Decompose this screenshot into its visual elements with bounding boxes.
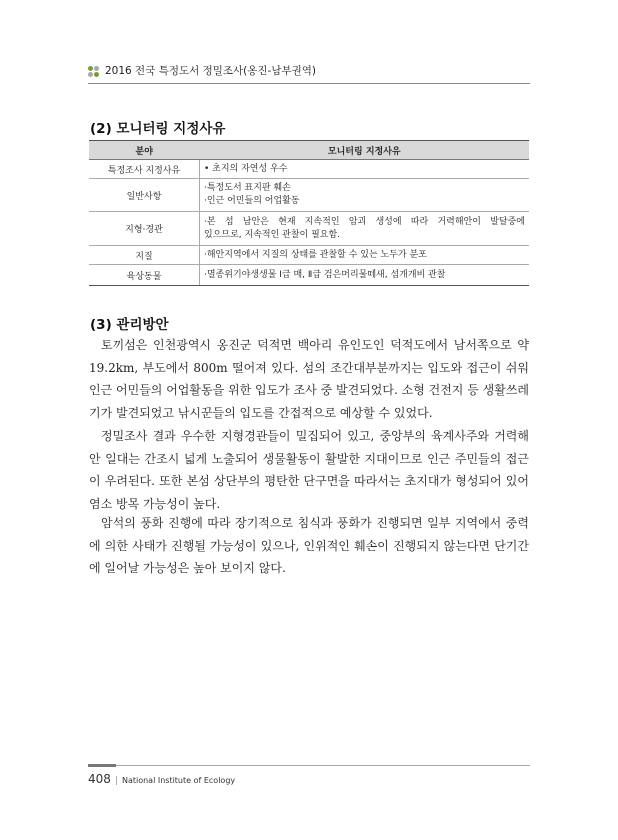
description-line: ·해안지역에서 지질의 상태를 관찰할 수 있는 노두가 분포 [204, 249, 427, 260]
row-category: 육상동물 [89, 265, 200, 286]
row-description [200, 246, 530, 265]
description-line: ·인근 어민들의 어업활동 [204, 196, 300, 206]
body-paragraph [89, 512, 529, 580]
row-description [200, 265, 530, 286]
section-2-title: (2) 모니터링 지정사유 [90, 121, 226, 137]
institute-name: National Institute of Ecology [121, 776, 236, 785]
paragraph-text: 토끼섬은 인천광역시 옹진군 덕적면 백아리 유인도인 덕적도에서 남서쪽으로 약 19.2km, 부도에서 800m 떨어져 있다. 섬의 조간대부분까지는 입도와 접근이 쉬워 인근 어민들의 어업활동을 위한 입도가 조사 중 발견되었다. 소형 건전지 등 생활쓰레기가 발견되었고 낚시꾼들의 입도를 간접적으로 예상할 수 있었다. [89, 338, 529, 420]
dot [94, 66, 99, 71]
dot [88, 66, 93, 71]
row-category: 지질 [89, 246, 200, 265]
row-category: 특정조사 지정사유 [89, 160, 200, 179]
page-number: 408 [88, 772, 111, 786]
description-line: ·멸종위기야생생물 Ⅰ급 매, Ⅱ급 검은머리물떼새, 섬개개비 관찰 [204, 269, 446, 280]
row-category: 일반사항 [89, 179, 200, 212]
row-category: 지형·경관 [89, 212, 200, 246]
row-description [200, 160, 530, 179]
bullet-dots-icon [88, 66, 100, 78]
footer-separator: | [114, 776, 118, 786]
footer-divider [116, 765, 530, 766]
page-footer [88, 772, 235, 786]
table-row [89, 179, 529, 212]
column-header-field: 분야 [89, 141, 200, 160]
description-line: ·본 섬 남안은 현재 지속적인 암괴 생성에 따라 거력해안이 발달중에 [204, 216, 525, 227]
header-divider [88, 83, 530, 84]
dot [88, 72, 93, 77]
monitoring-table [89, 140, 529, 286]
table-row [89, 246, 529, 265]
description-line: 있으므로, 지속적인 관찰이 필요함. [204, 229, 341, 240]
dot [94, 72, 99, 77]
description-line: • 초지의 자연성 우수 [204, 163, 288, 174]
paragraph-text: 정밀조사 결과 우수한 지형경관들이 밀집되어 있고, 중앙부의 육계사주와 거력해안 일대는 간조시 넓게 노출되어 생물활동이 활발한 지대이므로 인근 주민들의 접근이 우려된다. 또한 본섬 상단부의 평탄한 단구면을 따라서는 초지대가 형성되어 있어 염소 방목 가능성이 높다. [89, 429, 529, 511]
paragraph-text: 암석의 풍화 진행에 따라 장기적으로 침식과 풍화가 진행되면 일부 지역에서 중력에 의한 사태가 진행될 가능성이 있으나, 인위적인 훼손이 진행되지 않는다면 단기간에 일어날 가능성은 높아 보이지 않다. [89, 516, 529, 575]
row-description [200, 179, 530, 212]
column-header-reason: 모니터링 지정사유 [200, 141, 530, 160]
table-header-row [89, 141, 529, 160]
running-header [88, 62, 530, 80]
table-row [89, 212, 529, 246]
body-paragraph [89, 334, 529, 424]
description-line: ·특정도서 표지판 훼손 [204, 183, 291, 193]
header-title: 2016 전국 특정도서 정밀조사(옹진-남부권역) [105, 65, 317, 77]
footer-accent-bar [88, 764, 116, 767]
body-paragraph [89, 425, 529, 515]
table-row [89, 265, 529, 286]
table-row [89, 160, 529, 179]
row-description [200, 212, 530, 246]
section-3-title: (3) 관리방안 [90, 317, 169, 333]
